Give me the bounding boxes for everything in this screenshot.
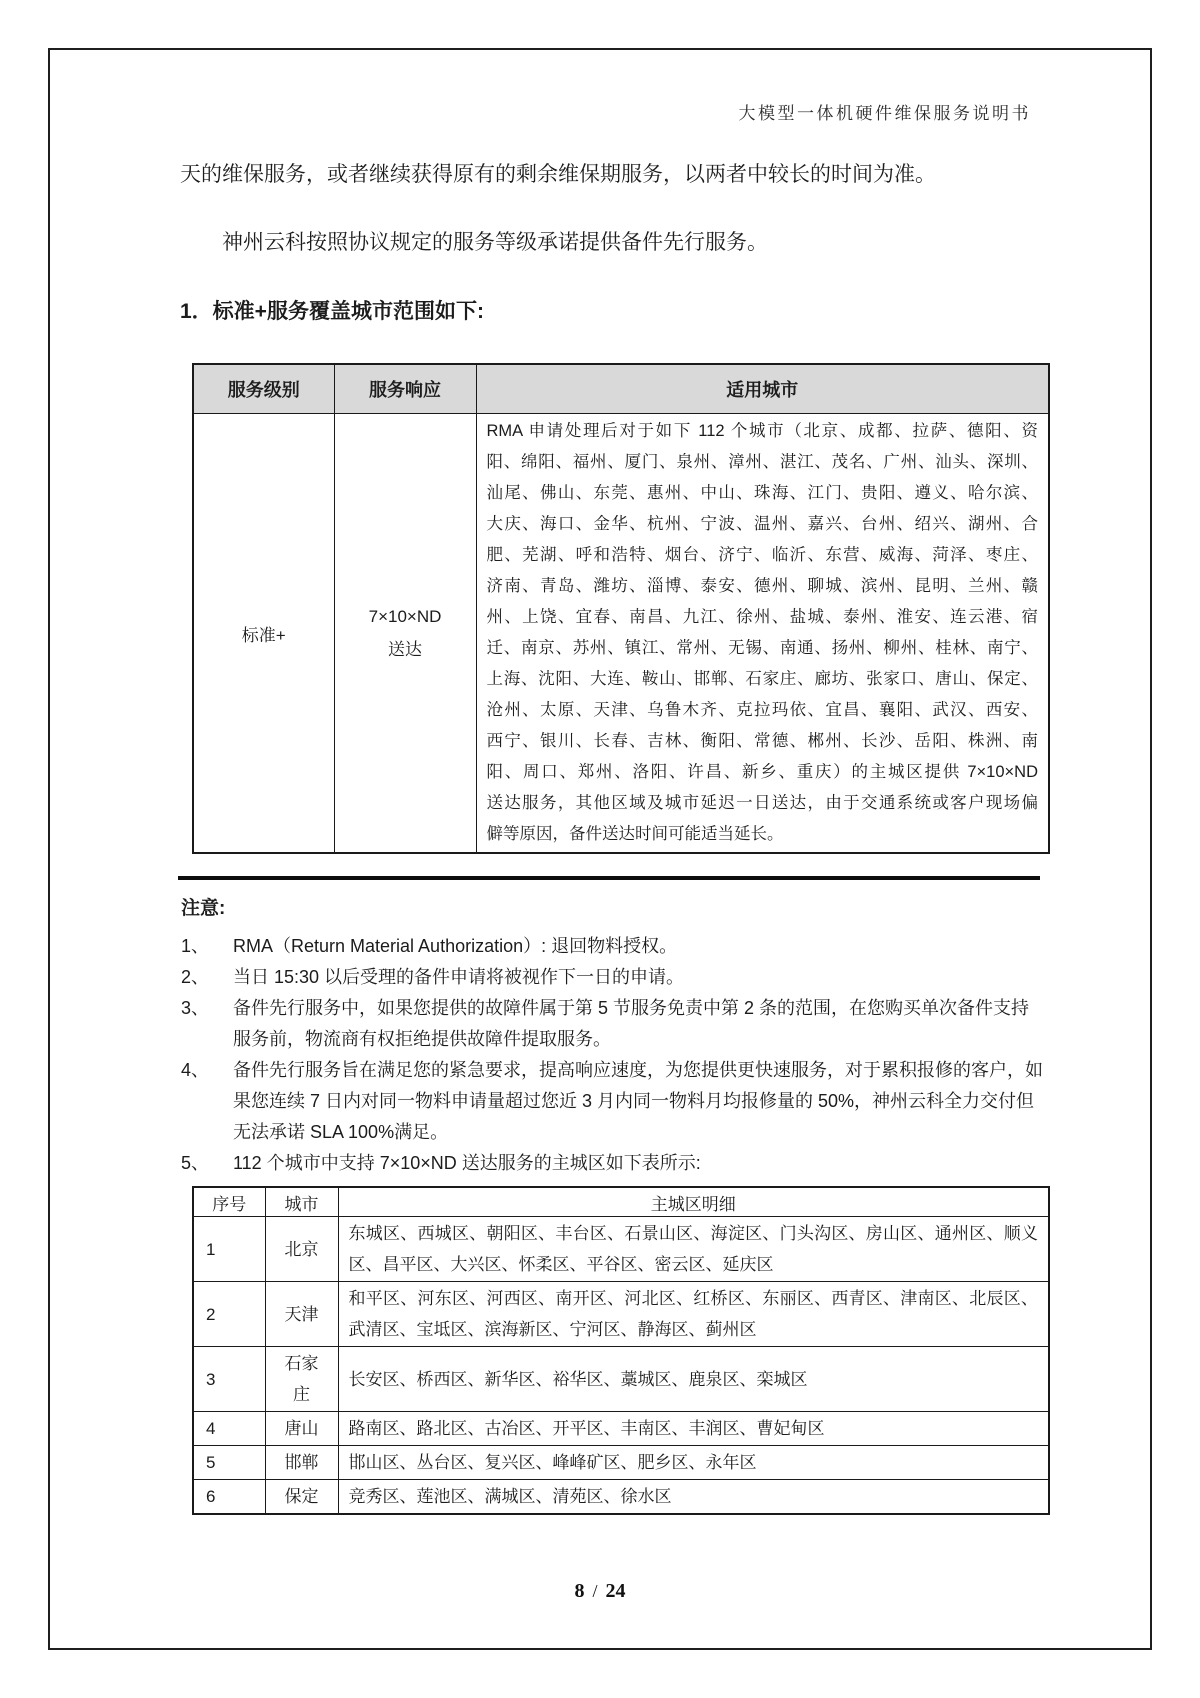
note-item (181, 1148, 1043, 1179)
notes-heading: 注意: (181, 898, 226, 919)
cities-text-line: 州、上饶、宜春、南昌、九江、徐州、盐城、泰州、淮安、连云港、宿 (486, 608, 1038, 626)
cities-text-line: 送达服务，其他区域及城市延迟一日送达，由于交通系统或客户现场偏 (486, 794, 1038, 812)
districts-cell: 竞秀区、莲池区、满城区、清苑区、徐水区 (338, 1480, 1049, 1515)
districts-table-header-row (193, 1187, 1049, 1217)
note-text: 备件先行服务中，如果您提供的故障件属于第 5 节服务免责中第 2 条的范围，在您购买单次备件支持服务前，物流商有权拒绝提供故障件提取服务。 (233, 998, 1030, 1049)
note-number: 3、 (181, 998, 210, 1018)
service-response-line-1: 7×10×ND (368, 607, 442, 626)
note-text: 112 个城市中支持 7×10×ND 送达服务的主城区如下表所示: (233, 1153, 701, 1173)
note-item (181, 993, 1043, 1055)
cities-text-line: 阳、周口、郑州、洛阳、许昌、新乡、重庆）的主城区提供 7×10×ND (486, 763, 1038, 781)
page-number-total: 24 (605, 1580, 626, 1602)
districts-table-row (193, 1446, 1049, 1480)
districts-table-row (193, 1282, 1049, 1347)
service-level-column-header: 服务级别 (193, 364, 334, 414)
service-table-data-row (193, 414, 1049, 854)
service-coverage-table (192, 363, 1050, 854)
cities-text-line: 肥、芜湖、呼和浩特、烟台、济宁、临沂、东营、威海、菏泽、枣庄、 (486, 546, 1038, 564)
serial-cell: 5 (193, 1446, 265, 1480)
serial-cell: 4 (193, 1412, 265, 1446)
city-cell: 邯郸 (265, 1446, 338, 1480)
service-response-cell (334, 414, 476, 854)
districts-table-row (193, 1217, 1049, 1282)
notes-list (181, 931, 1043, 1179)
note-item (181, 962, 1043, 993)
service-response-line-2: 送达 (388, 640, 422, 659)
service-response-column-header: 服务响应 (334, 364, 476, 414)
districts-cell: 路南区、路北区、古冶区、开平区、丰南区、丰润区、曹妃甸区 (338, 1412, 1049, 1446)
serial-cell: 1 (193, 1217, 265, 1282)
intro-paragraph-1: 天的维保服务，或者继续获得原有的剩余维保期服务，以两者中较长的时间为准。 (180, 163, 936, 186)
service-table-header-row (193, 364, 1049, 414)
note-number: 2、 (181, 967, 210, 987)
serial-column-header: 序号 (193, 1187, 265, 1217)
section-heading: 1．标准+服务覆盖城市范围如下: (180, 300, 484, 323)
city-cell: 唐山 (265, 1412, 338, 1446)
cities-text-line: 汕尾、佛山、东莞、惠州、中山、珠海、江门、贵阳、遵义、哈尔滨、 (486, 484, 1038, 502)
districts-table-row (193, 1412, 1049, 1446)
intro-paragraph-2: 神州云科按照协议规定的服务等级承诺提供备件先行服务。 (222, 231, 768, 254)
document-header: 大模型一体机硬件维保服务说明书 (738, 104, 1031, 123)
note-item (181, 1055, 1043, 1148)
cities-text-line: 上海、沈阳、大连、鞍山、邯郸、石家庄、廊坊、张家口、唐山、保定、 (486, 670, 1038, 688)
page-footer (0, 1580, 1200, 1603)
districts-table-row (193, 1480, 1049, 1515)
applicable-cities-cell (476, 414, 1049, 854)
note-number: 5、 (181, 1153, 210, 1173)
page-number-separator: / (592, 1581, 598, 1601)
city-column-header: 城市 (265, 1187, 338, 1217)
note-text: 备件先行服务旨在满足您的紧急要求，提高响应速度，为您提供更快速服务，对于累积报修的客户，如果您连续 7 日内对同一物料申请量超过您近 3 月内同一物料月均报修量的 50%，神州云科全力交付但无法承诺 SLA 100%满足。 (233, 1060, 1043, 1142)
districts-cell: 和平区、河东区、河西区、南开区、河北区、红桥区、东丽区、西青区、津南区、北辰区、武清区、宝坻区、滨海新区、宁河区、静海区、蓟州区 (338, 1282, 1049, 1347)
page-number-current: 8 (574, 1580, 585, 1602)
applicable-cities-column-header: 适用城市 (476, 364, 1049, 414)
cities-text-line: 僻等原因，备件送达时间可能适当延长。 (486, 825, 784, 843)
districts-cell: 东城区、西城区、朝阳区、丰台区、石景山区、海淀区、门头沟区、房山区、通州区、顺义区、昌平区、大兴区、怀柔区、平谷区、密云区、延庆区 (338, 1217, 1049, 1282)
city-cell: 石家庄 (265, 1347, 338, 1412)
note-text: RMA（Return Material Authorization）: 退回物料授权。 (233, 936, 678, 956)
city-cell: 保定 (265, 1480, 338, 1515)
cities-text-line: 阳、绵阳、福州、厦门、泉州、漳州、湛江、茂名、广州、汕头、深圳、 (486, 453, 1038, 471)
districts-cell: 长安区、桥西区、新华区、裕华区、藁城区、鹿泉区、栾城区 (338, 1347, 1049, 1412)
cities-text-line: 沧州、太原、天津、乌鲁木齐、克拉玛依、宜昌、襄阳、武汉、西安、 (486, 701, 1038, 719)
cities-text-line: 大庆、海口、金华、杭州、宁波、温州、嘉兴、台州、绍兴、湖州、合 (486, 515, 1038, 533)
cities-text-line: 西宁、银川、长春、吉林、衡阳、常德、郴州、长沙、岳阳、株洲、南 (486, 732, 1038, 750)
city-cell: 天津 (265, 1282, 338, 1347)
section-divider-line (178, 876, 1040, 880)
note-item (181, 931, 1043, 962)
districts-table-row (193, 1347, 1049, 1412)
districts-column-header: 主城区明细 (338, 1187, 1049, 1217)
note-number: 1、 (181, 936, 210, 956)
serial-cell: 2 (193, 1282, 265, 1347)
cities-text-line: 济南、青岛、潍坊、淄博、泰安、德州、聊城、滨州、昆明、兰州、赣 (486, 577, 1038, 595)
cities-text-line: 迁、南京、苏州、镇江、常州、无锡、南通、扬州、柳州、桂林、南宁、 (486, 639, 1038, 657)
serial-cell: 3 (193, 1347, 265, 1412)
note-text: 当日 15:30 以后受理的备件申请将被视作下一日的申请。 (233, 967, 685, 987)
cities-text-line: RMA 申请处理后对于如下 112 个城市（北京、成都、拉萨、德阳、资 (486, 422, 1038, 440)
districts-cell: 邯山区、丛台区、复兴区、峰峰矿区、肥乡区、永年区 (338, 1446, 1049, 1480)
districts-table (192, 1186, 1050, 1515)
note-number: 4、 (181, 1060, 210, 1080)
serial-cell: 6 (193, 1480, 265, 1515)
service-level-cell: 标准+ (193, 414, 334, 854)
city-cell: 北京 (265, 1217, 338, 1282)
